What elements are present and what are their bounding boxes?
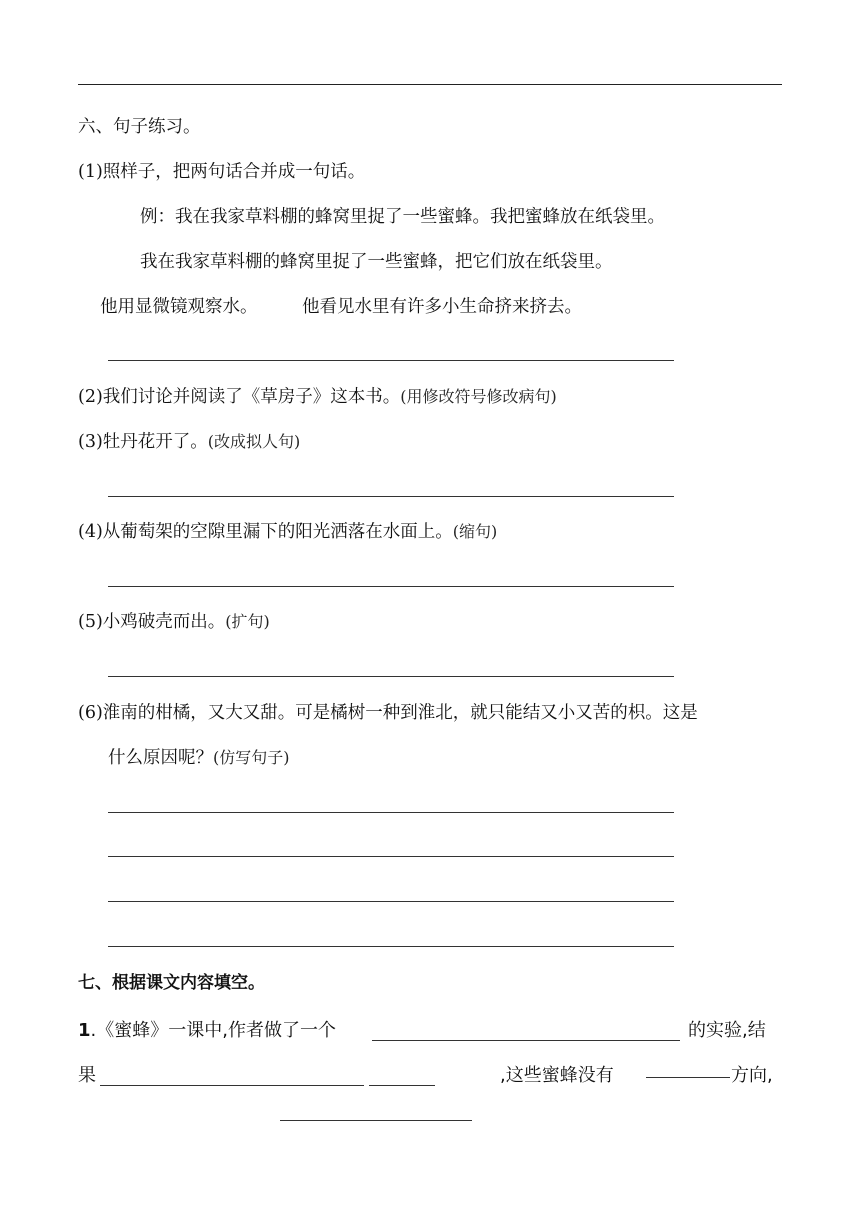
section-6-title: 六、句子练习。 [78,117,201,137]
answer-line-q6-2[interactable] [108,856,674,857]
blank-result-2[interactable] [369,1085,435,1086]
task-sentence-a: 他用显微镜观察水。 [100,297,258,317]
fill-question-1-part-3: 果 [78,1065,96,1086]
question-3 [78,431,300,453]
blank-result-1[interactable] [100,1085,364,1086]
fill-question-1-line-1 [78,1019,336,1043]
question-4-text: (4)从葡萄架的空隙里漏下的阳光洒落在水面上。 [78,522,453,542]
question-6-note: (仿写句子) [213,748,290,767]
question-2-text: (2)我们讨论并阅读了《草房子》这本书。 [78,387,401,407]
question-6-line-1: (6)淮南的柑橘，又大又甜。可是橘树一种到淮北，就只能结又小又苦的枳。这是 [78,703,698,723]
fill-question-1-part-5: 方向, [731,1065,773,1086]
section-7-title: 七、根据课文内容填空。 [78,973,265,993]
question-5-text: (5)小鸡破壳而出。 [78,612,226,632]
question-5 [78,611,270,633]
fill-question-1-part-2: 的实验,结 [688,1020,766,1041]
answer-line-q6-4[interactable] [108,946,674,947]
question-5-note: (扩句) [225,612,270,631]
blank-experiment[interactable] [372,1040,680,1041]
question-4 [78,521,497,543]
blank-continuation[interactable] [280,1120,472,1121]
fill-question-1-number: 1 [78,1020,91,1041]
question-1-prompt: (1)照样子，把两句话合并成一句话。 [78,162,366,182]
task-sentence-b: 他看见水里有许多小生命挤来挤去。 [302,297,582,317]
question-6-line-2 [108,747,290,769]
blank-direction[interactable] [646,1077,730,1078]
answer-line-q5[interactable] [108,676,674,677]
answer-line-q3[interactable] [108,496,674,497]
question-6-text: 什么原因呢？ [108,748,213,768]
question-3-text: (3)牡丹花开了。 [78,432,208,452]
answer-line-q6-1[interactable] [108,812,674,813]
example-sentence-original: 例：我在我家草料棚的蜂窝里捉了一些蜜蜂。我把蜜蜂放在纸袋里。 [140,207,665,227]
question-2-note: (用修改符号修改病句) [400,387,557,406]
answer-line-q6-3[interactable] [108,901,674,902]
answer-line-q4[interactable] [108,586,674,587]
example-sentence-combined: 我在我家草料棚的蜂窝里捉了一些蜜蜂，把它们放在纸袋里。 [140,252,613,272]
top-rule [78,84,782,85]
question-2 [78,386,557,408]
answer-line-q1[interactable] [108,360,674,361]
fill-question-1-part-4: ,这些蜜蜂没有 [500,1065,614,1086]
question-4-note: (缩句) [452,522,498,541]
question-3-note: (改成拟人句) [207,432,301,451]
fill-question-1-part-1: .《蜜蜂》一课中,作者做了一个 [90,1020,336,1041]
